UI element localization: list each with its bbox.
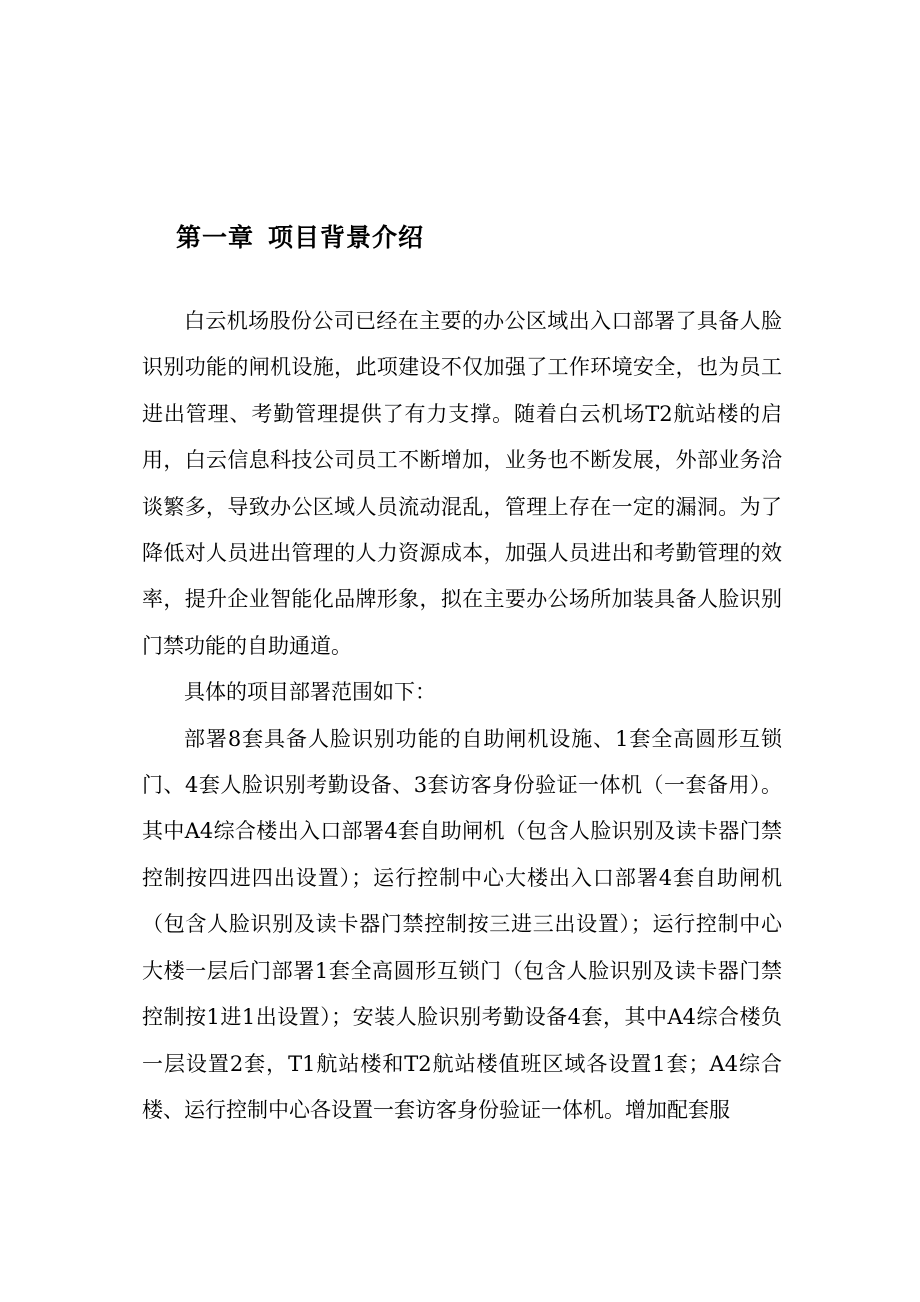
chapter-heading xyxy=(176,218,424,258)
chapter-number: 第一章 xyxy=(176,223,255,252)
paragraph-scope-intro: 具体的项目部署范围如下： xyxy=(184,680,436,705)
paragraph-background: 白云机场股份公司已经在主要的办公区域出入口部署了具备人脸识别功能的闸机设施，此项建设不仅加强了工作环境安全，也为员工进出管理、考勤管理提供了有力支撑。随着白云机场T2航站楼的启用，白云信息科技公司员工不断增加，业务也不断发展，外部业务洽谈繁多，导致办公区域人员流动混乱，管理上存在一定的漏洞。为了降低对人员进出管理的人力资源成本，加强人员进出和考勤管理的效率，提升企业智能化品牌形象，拟在主要办公场所加装具备人脸识别门禁功能的自助通道。 xyxy=(142,309,782,658)
chapter-title: 项目背景介绍 xyxy=(268,223,425,252)
paragraph-deployment-scope: 部署8套具备人脸识别功能的自助闸机设施、1套全高圆形互锁门、4套人脸识别考勤设备、3套访客身份验证一体机（一套备用）。其中A4综合楼出入口部署4套自助闸机（包含人脸识别及读卡器门禁控制按四进四出设置）；运行控制中心大楼出入口部署4套自助闸机（包含人脸识别及读卡器门禁控制按三进三出设置）；运行控制中心大楼一层后门部署1套全高圆形互锁门（包含人脸识别及读卡器门禁控制按1进1出设置）；安装人脸识别考勤设备4套，其中A4综合楼负一层设置2套，T1航站楼和T2航站楼值班区域各设置1套；A4综合楼、运行控制中心各设置一套访客身份验证一体机。增加配套服 xyxy=(142,726,782,1122)
body-text xyxy=(142,298,782,1133)
